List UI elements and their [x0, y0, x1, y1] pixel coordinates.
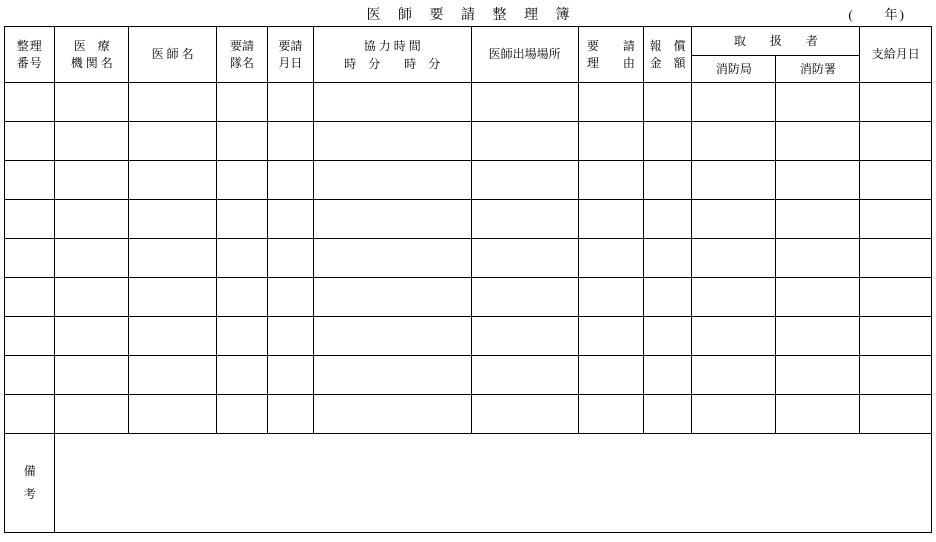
cell-kyouryoku-jikan[interactable]	[313, 356, 471, 395]
cell-toriatsukaisha-shouboukyoku[interactable]	[692, 83, 776, 122]
cell-ishi-mei[interactable]	[129, 83, 217, 122]
cell-toriatsukaisha-shoubousho[interactable]	[776, 278, 860, 317]
cell-kyouryoku-jikan[interactable]	[313, 395, 471, 434]
col-header-yousei-taimei	[217, 27, 267, 83]
remark-label	[5, 434, 55, 533]
cell-yousei-tsukihi[interactable]	[267, 122, 313, 161]
cell-ishi-shutsujou-basho[interactable]	[471, 122, 578, 161]
cell-toriatsukaisha-shoubousho[interactable]	[776, 356, 860, 395]
cell-houshou-kingaku[interactable]	[643, 161, 691, 200]
cell-ishi-shutsujou-basho[interactable]	[471, 83, 578, 122]
cell-yousei-tsukihi[interactable]	[267, 278, 313, 317]
table-row	[5, 356, 932, 395]
cell-yousei-tsukihi[interactable]	[267, 317, 313, 356]
cell-shikyuu-tsukihi[interactable]	[860, 200, 932, 239]
cell-yousei-tsukihi[interactable]	[267, 200, 313, 239]
col-header-yousei-tsukihi	[267, 27, 313, 83]
cell-yousei-taimei[interactable]	[217, 356, 267, 395]
cell-seiri-bangou[interactable]	[5, 356, 55, 395]
cell-seiri-bangou[interactable]	[5, 395, 55, 434]
cell-ishi-mei[interactable]	[129, 317, 217, 356]
cell-yousei-riyuu[interactable]	[578, 395, 643, 434]
cell-yousei-tsukihi[interactable]	[267, 395, 313, 434]
cell-yousei-taimei[interactable]	[217, 317, 267, 356]
cell-toriatsukaisha-shouboukyoku[interactable]	[692, 278, 776, 317]
col-header-yousei-tsukihi-line1: 要請	[278, 39, 303, 54]
cell-yousei-riyuu[interactable]	[578, 122, 643, 161]
cell-iryou-kikan[interactable]	[55, 278, 129, 317]
col-header-ishi-shutsujou-basho	[471, 27, 578, 83]
cell-yousei-taimei[interactable]	[217, 395, 267, 434]
cell-seiri-bangou[interactable]	[5, 317, 55, 356]
col-header-houshou-kingaku	[643, 27, 691, 83]
table-row	[5, 278, 932, 317]
table-body	[5, 83, 932, 533]
cell-kyouryoku-jikan[interactable]	[313, 161, 471, 200]
cell-houshou-kingaku[interactable]	[643, 83, 691, 122]
cell-toriatsukaisha-shouboukyoku[interactable]	[692, 239, 776, 278]
col-header-iryou-kikan-line1: 医 療	[73, 39, 110, 54]
cell-ishi-mei[interactable]	[129, 395, 217, 434]
cell-yousei-taimei[interactable]	[217, 83, 267, 122]
cell-iryou-kikan[interactable]	[55, 161, 129, 200]
cell-seiri-bangou[interactable]	[5, 83, 55, 122]
col-header-yousei-riyuu-line1: 要 請	[586, 39, 635, 54]
cell-ishi-shutsujou-basho[interactable]	[471, 239, 578, 278]
cell-yousei-riyuu[interactable]	[578, 83, 643, 122]
cell-ishi-mei[interactable]	[129, 356, 217, 395]
col-header-yousei-riyuu-line2: 理 由	[586, 55, 635, 70]
cell-seiri-bangou[interactable]	[5, 239, 55, 278]
col-header-shikyuu-tsukihi-label: 支給月日	[871, 47, 920, 62]
col-header-kyouryoku-jikan-line2: 時 分 時 分	[344, 56, 441, 71]
cell-houshou-kingaku[interactable]	[643, 122, 691, 161]
cell-yousei-taimei[interactable]	[217, 278, 267, 317]
cell-toriatsukaisha-shouboukyoku[interactable]	[692, 122, 776, 161]
cell-seiri-bangou[interactable]	[5, 161, 55, 200]
cell-ishi-mei[interactable]	[129, 200, 217, 239]
cell-kyouryoku-jikan[interactable]	[313, 83, 471, 122]
cell-houshou-kingaku[interactable]	[643, 200, 691, 239]
cell-yousei-taimei[interactable]	[217, 122, 267, 161]
cell-toriatsukaisha-shoubousho[interactable]	[776, 317, 860, 356]
cell-ishi-mei[interactable]	[129, 122, 217, 161]
col-header-seiri-bangou-line1: 整理	[16, 39, 43, 54]
remark-row	[5, 434, 932, 533]
cell-shikyuu-tsukihi[interactable]	[860, 161, 932, 200]
cell-toriatsukaisha-shouboukyoku[interactable]	[692, 395, 776, 434]
remark-label-line1: 備	[23, 464, 36, 479]
year-label: ( 年)	[848, 7, 906, 22]
cell-yousei-taimei[interactable]	[217, 200, 267, 239]
col-header-yousei-tsukihi-line2: 月日	[278, 55, 303, 70]
remark-label-line2: 考	[23, 487, 36, 501]
table-header	[5, 27, 932, 83]
col-header-iryou-kikan	[55, 27, 129, 83]
table-row	[5, 161, 932, 200]
cell-toriatsukaisha-shoubousho[interactable]	[776, 83, 860, 122]
cell-houshou-kingaku[interactable]	[643, 278, 691, 317]
cell-kyouryoku-jikan[interactable]	[313, 239, 471, 278]
cell-seiri-bangou[interactable]	[5, 278, 55, 317]
remark-value[interactable]	[55, 434, 932, 533]
header-row	[5, 27, 932, 56]
cell-iryou-kikan[interactable]	[55, 122, 129, 161]
col-header-kyouryoku-jikan-line1: 協 力 時 間	[363, 38, 421, 53]
col-header-houshou-kingaku-line1: 報 償	[649, 39, 686, 54]
cell-kyouryoku-jikan[interactable]	[313, 200, 471, 239]
col-header-yousei-riyuu	[578, 27, 643, 83]
cell-ishi-mei[interactable]	[129, 278, 217, 317]
cell-iryou-kikan[interactable]	[55, 200, 129, 239]
cell-shikyuu-tsukihi[interactable]	[860, 122, 932, 161]
cell-yousei-tsukihi[interactable]	[267, 239, 313, 278]
cell-shikyuu-tsukihi[interactable]	[860, 356, 932, 395]
cell-toriatsukaisha-shoubousho[interactable]	[776, 122, 860, 161]
table-row	[5, 83, 932, 122]
cell-yousei-tsukihi[interactable]	[267, 356, 313, 395]
cell-toriatsukaisha-shoubousho[interactable]	[776, 161, 860, 200]
col-header-shikyuu-tsukihi	[860, 27, 932, 83]
cell-seiri-bangou[interactable]	[5, 200, 55, 239]
table-row	[5, 200, 932, 239]
cell-iryou-kikan[interactable]	[55, 356, 129, 395]
cell-kyouryoku-jikan[interactable]	[313, 317, 471, 356]
cell-ishi-shutsujou-basho[interactable]	[471, 161, 578, 200]
cell-yousei-tsukihi[interactable]	[267, 161, 313, 200]
cell-toriatsukaisha-shoubousho[interactable]	[776, 395, 860, 434]
cell-toriatsukaisha-shouboukyoku[interactable]	[692, 161, 776, 200]
col-header-ishi-shutsujou-basho-label: 医師出場場所	[488, 47, 561, 62]
cell-yousei-riyuu[interactable]	[578, 278, 643, 317]
cell-toriatsukaisha-shouboukyoku[interactable]	[692, 356, 776, 395]
table-row	[5, 239, 932, 278]
col-header-yousei-taimei-line1: 要請	[229, 39, 254, 54]
cell-ishi-shutsujou-basho[interactable]	[471, 395, 578, 434]
document-page	[0, 2, 936, 542]
cell-shikyuu-tsukihi[interactable]	[860, 317, 932, 356]
cell-houshou-kingaku[interactable]	[643, 239, 691, 278]
cell-toriatsukaisha-shouboukyoku[interactable]	[692, 317, 776, 356]
cell-yousei-riyuu[interactable]	[578, 161, 643, 200]
col-header-toriatsukaisha: 取 扱 者	[692, 27, 860, 56]
cell-houshou-kingaku[interactable]	[643, 356, 691, 395]
col-header-ishi-mei	[129, 27, 217, 83]
col-header-kyouryoku-jikan	[313, 27, 471, 83]
cell-iryou-kikan[interactable]	[55, 239, 129, 278]
table-row	[5, 122, 932, 161]
cell-toriatsukaisha-shoubousho[interactable]	[776, 200, 860, 239]
cell-houshou-kingaku[interactable]	[643, 395, 691, 434]
cell-shikyuu-tsukihi[interactable]	[860, 239, 932, 278]
col-header-seiri-bangou-line2: 番号	[16, 55, 43, 70]
cell-kyouryoku-jikan[interactable]	[313, 122, 471, 161]
cell-yousei-riyuu[interactable]	[578, 317, 643, 356]
col-header-toriatsukaisha-shouboukyoku: 消防局	[692, 56, 776, 83]
cell-kyouryoku-jikan[interactable]	[313, 278, 471, 317]
cell-yousei-riyuu[interactable]	[578, 200, 643, 239]
col-header-houshou-kingaku-line2: 金 額	[649, 55, 686, 70]
cell-ishi-mei[interactable]	[129, 239, 217, 278]
cell-shikyuu-tsukihi[interactable]	[860, 278, 932, 317]
col-header-iryou-kikan-line2: 機 関 名	[70, 55, 113, 70]
table-row	[5, 395, 932, 434]
cell-iryou-kikan[interactable]	[55, 317, 129, 356]
cell-shikyuu-tsukihi[interactable]	[860, 395, 932, 434]
cell-houshou-kingaku[interactable]	[643, 317, 691, 356]
col-header-seiri-bangou	[5, 27, 55, 83]
table-row	[5, 317, 932, 356]
cell-ishi-shutsujou-basho[interactable]	[471, 317, 578, 356]
cell-yousei-taimei[interactable]	[217, 239, 267, 278]
cell-iryou-kikan[interactable]	[55, 83, 129, 122]
ledger-table	[4, 26, 932, 533]
page-title: 医 師 要 請 整 理 簿	[366, 8, 577, 23]
cell-toriatsukaisha-shoubousho[interactable]	[776, 239, 860, 278]
col-header-ishi-mei-label: 医 師 名	[151, 47, 194, 62]
cell-shikyuu-tsukihi[interactable]	[860, 83, 932, 122]
col-header-toriatsukaisha-shoubousho: 消防署	[776, 56, 860, 83]
cell-ishi-mei[interactable]	[129, 161, 217, 200]
cell-seiri-bangou[interactable]	[5, 122, 55, 161]
col-header-yousei-taimei-line2: 隊名	[229, 55, 254, 70]
cell-ishi-shutsujou-basho[interactable]	[471, 356, 578, 395]
cell-yousei-tsukihi[interactable]	[267, 83, 313, 122]
cell-yousei-riyuu[interactable]	[578, 356, 643, 395]
cell-iryou-kikan[interactable]	[55, 395, 129, 434]
cell-yousei-riyuu[interactable]	[578, 239, 643, 278]
cell-ishi-shutsujou-basho[interactable]	[471, 200, 578, 239]
cell-yousei-taimei[interactable]	[217, 161, 267, 200]
title-row	[0, 2, 936, 24]
cell-toriatsukaisha-shouboukyoku[interactable]	[692, 200, 776, 239]
cell-ishi-shutsujou-basho[interactable]	[471, 278, 578, 317]
